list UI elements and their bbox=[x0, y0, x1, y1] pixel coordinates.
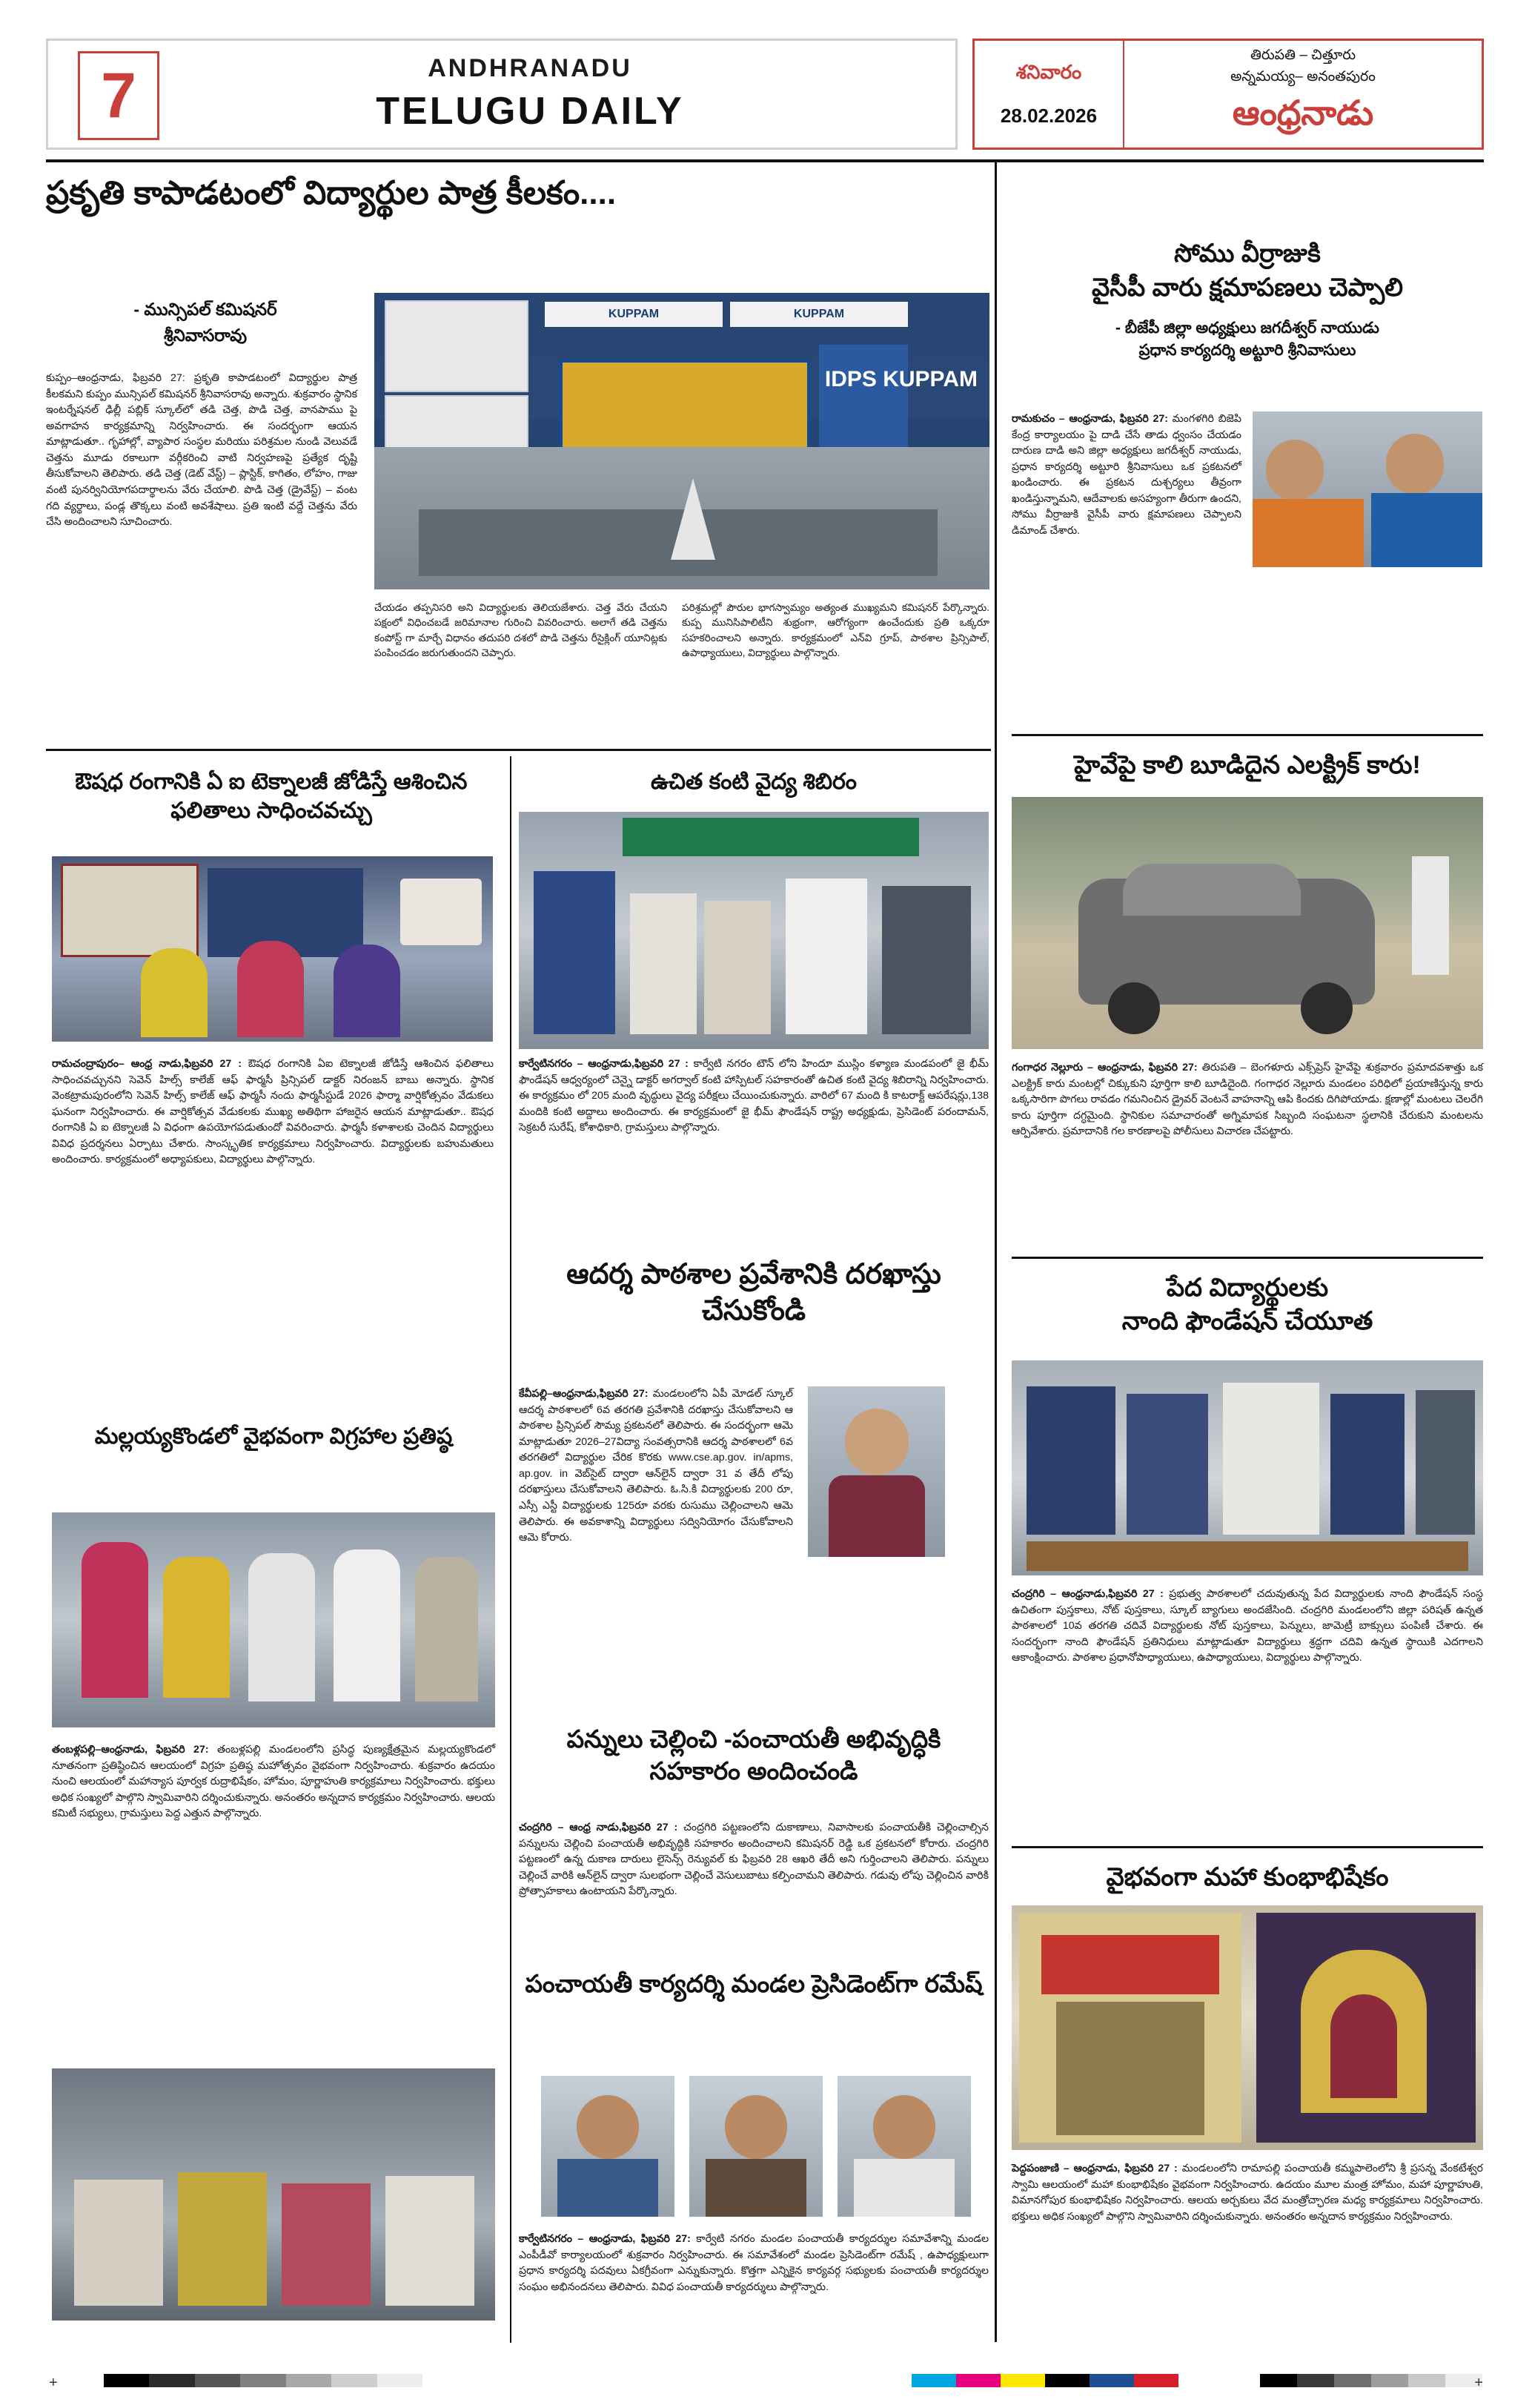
article-ysrcp-sub-2: ప్రధాన కార్యదర్శి అట్టూరి శ్రీనివాసులు bbox=[1138, 342, 1356, 360]
article-ysrcp-photo bbox=[1253, 411, 1482, 567]
masthead-day: శనివారం bbox=[1015, 61, 1082, 83]
registration-mark-left: + bbox=[49, 2375, 58, 2391]
article-eyecamp-text: కార్వేటి నగరం టౌన్ లోని హిందూ ముస్లిం కళ్యాణ మండపంలో జై భీమ్ ఫౌండేషన్ ఆధ్వర్యంలో చెన్నై డాక్టర్ అగర్వాల్ కంటి హాస్పిటల్ సహకారంతో ఉచిత కంటి వైద్య శిబిరాన్ని నిర్వహించారు. ఈ కార్యక్రమం లో 205 మంది వృద్ధులు వైద్య పరీక్షలు చేయించుకున్నారు. వారిలో 67 మంది కి కాటరాక్ట్ ఆపరేషన్లు,138 మందికి కంటి అద్దాలు అందించారు. ఈ కార్యక్రమంలో జై భీమ్ ఫౌండేషన్ రాష్ట్ర అధ్యక్షుడు, ప్రెసిడెంట్ పరందామన్, సెక్రటరీ సురేష్, కోశాధికారి, గ్రామస్తులు పాల్గొన్నారు. bbox=[519, 1058, 989, 1134]
article-model-school-body bbox=[519, 1386, 793, 1547]
lead-photo-label-idps: IDPS KUPPAM bbox=[824, 367, 978, 391]
article-kumbha-text: మండలంలోని రామాపల్లి పంచాయతీ కమ్మపాలెంలోని శ్రీ ప్రసన్న వేంకటేశ్వర స్వామి ఆలయంలో మహా కుంభాభిషేకం వైభవంగా నిర్వహించారు. ఉదయం మూల మంత్ర హోమం, మహా పూర్ణాహుతి, విమానగోపుర కుంభాభిషేకం నిర్వహించారు. ఆలయ అర్చకులు వేద మంత్రోచ్ఛారణ మధ్య కార్యక్రమాలు నిర్వహించారు. భక్తులు అధిక సంఖ్యలో పాల్గొని స్వామివారిని దర్శించుకున్నారు. అనంతరం అన్నదాన కార్యక్రమం నిర్వహించారు. bbox=[1012, 2163, 1483, 2223]
masthead-logo: ఆంధ్రనాడు bbox=[1232, 93, 1374, 132]
article-aitech bbox=[46, 767, 497, 825]
rule-lead-bottom bbox=[46, 749, 991, 751]
article-panchayat-tax bbox=[519, 1724, 989, 1787]
article-panchayat-secretary-headline: పంచాయతీ కార్యదర్శి మండల ప్రెసిడెంట్‌గా రమేష్ bbox=[525, 1970, 983, 1997]
article-model-school-portrait bbox=[808, 1386, 945, 1557]
article-nandi-photo bbox=[1012, 1360, 1483, 1575]
article-kumbhabhishekam bbox=[1012, 1861, 1483, 1893]
article-eyecamp-headline: ఉచిత కంటి వైద్య శిబిరం bbox=[651, 770, 857, 794]
article-mallayyakonda-byline: తంబళ్లపల్లి–ఆంధ్రనాడు, ఫిబ్రవరి 27: bbox=[52, 1744, 209, 1756]
edition-line-1: తిరుపతి – చిత్తూరు bbox=[1250, 47, 1356, 63]
article-kumbha-body bbox=[1012, 2161, 1483, 2225]
masthead-logo-block bbox=[1124, 41, 1482, 148]
article-mallayyakonda bbox=[52, 1422, 495, 1451]
article-ev-fire-text: తిరుపతి – బెంగళూరు ఎక్స్‌ప్రెస్ హైవేపై శుక్రవారం ప్రమాదవశాత్తు ఒక ఎలక్ట్రిక్ కారు మంటల్లో చిక్కుకుని పూర్తిగా కాలి బూడిదైంది. గంగాధర నెల్లూరు మండలం పరిధిలో ప్రయాణిస్తున్న కారు ఒక్కసారిగా పొగలు రావడం గమనించిన డ్రైవర్ వెంటనే వాహనాన్ని ఆపి కిందకు దిగిపోయాడు. క్షణాల్లో మంటలు చెలరేగి కారు పూర్తిగా దగ్ధమైంది. స్థానికుల సమాచారంతో అగ్నిమాపక సిబ్బంది సంఘటనా స్థలానికి చేరుకుని మంటలను ఆర్పివేశారు. ప్రమాదానికి గల కారణాలపై పోలీసులు విచారణ చేపట్టారు. bbox=[1012, 1062, 1483, 1138]
article-aitech-headline: ఔషధ రంగానికి ఏ ఐ టెక్నాలజీ జోడిస్తే ఆశించిన ఫలితాలు సాధించవచ్చు bbox=[75, 770, 468, 823]
article-kumbha-headline: వైభవంగా మహా కుంభాభిషేకం bbox=[1106, 1863, 1389, 1891]
article-eyecamp-byline: కార్వేటినగరం – ఆంధ్రనాడు,ఫిబ్రవరి 27 : bbox=[519, 1058, 689, 1070]
lead-body-text: కుప్పం–ఆంధ్రనాడు, ఫిబ్రవరి 27: ప్రకృతి కాపాడటంలో విద్యార్థుల పాత్ర కీలకమని కుప్పం మున్సిపల్ కమిషనర్ శ్రీనివాసరావు అన్నారు. శుక్రవారం స్థానిక ఇంటర్నేషనల్ ఢిల్లీ పబ్లిక్ స్కూల్‌లో తడి చెత్త, పొడి చెత్త, వానపాము పై అవగాహన కార్యక్రమాన్ని నిర్వహించారు. ఈ సందర్భంగా ఆయన మాట్లాడుతూ.. గృహాల్లో, వ్యాపార సంస్థల మరియు పరిశ్రమల నుండి వెలువడే చెత్తను మూడు రకాలుగా వర్గీకరించి వాటి నిర్వహణపై ప్రత్యేక దృష్టి తీసుకోవాలని తెలిపారు. తడి చెత్త (డెట్ వేస్ట్) – ప్లాస్టిక్, కాగితం, లోహం, గాజు వంటి పునర్వినియోగపదార్థాలను వేరు చేయాలి. పొడి చెత్త (డ్రైవేస్ట్) – వంట గది వ్యర్థాలు, పండ్ల తొక్కలు వంటి అవశేషాలు. ప్రతి ఇంటి వద్దే చెత్తను వేరు చేసి అందించాలని సూచించారు. bbox=[46, 372, 357, 529]
article-nandi-headline-1: పేద విద్యార్థులకు bbox=[1166, 1274, 1329, 1302]
rule-mid-left bbox=[510, 756, 511, 2343]
article-panchayat-secretary bbox=[519, 1968, 989, 2000]
masthead-supertitle: ANDHRANADU bbox=[428, 54, 632, 82]
article-aitech-photo bbox=[52, 856, 493, 1042]
registration-mark-right: + bbox=[1474, 2375, 1483, 2391]
lead-byline bbox=[46, 297, 365, 348]
article-mallayyakonda-headline: మల్లయ్యకొండలో వైభవంగా విగ్రహాల ప్రతిష్ఠ bbox=[94, 1424, 453, 1449]
lead-caption-1: చేయడం తప్పనిసరి అని విద్యార్థులకు తెలియజేశారు. చెత్త వేరు చేయని పక్షంలో విధించబడే జరిమానాల గురించి వివరించారు. అలాగే తడి చెత్తను కంపోస్ట్ గా మార్చే విధానం తదుపరి దశలో పొడి చెత్తను రీసైక్లింగ్ యూనిట్లకు పంపించడం జరుగుతుందని చెప్పారు. bbox=[374, 602, 667, 659]
article-ysrcp-sub-1: - బీజేపీ జిల్లా అధ్యక్షులు జగదీశ్వర్ నాయుడు bbox=[1115, 319, 1379, 337]
article-nandi-text: ప్రభుత్వ పాఠశాలలో చదువుతున్న పేద విద్యార్థులకు నాంది ఫౌండేషన్ సంస్థ ఉచితంగా పుస్తకాలు, నోట్ పుస్తకాలు, స్కూల్ బ్యాగులు అందజేసింది. చంద్రగిరి మండలంలోని జిల్లా పరిషత్ ఉన్నత పాఠశాలలో 10వ తరగతి చదివే విద్యార్థులకు నోట్ పుస్తకాలు, పెన్నులు, జామెట్రీ బాక్సులు పంపిణీ చేశారు. ఈ సందర్భంగా నాంది ఫౌండేషన్ ప్రతినిధులు మాట్లాడుతూ విద్యార్థులు శ్రద్ధగా చదివి ఉన్నత స్థాయికి ఎదగాలని ఆకాంక్షించారు. పాఠశాల ప్రధానోపాధ్యాయులు, ఉపాధ్యాయులు, విద్యార్థులు పాల్గొన్నారు. bbox=[1012, 1588, 1483, 1664]
article-ysrcp-text: మంగళగిరి బిజెపి కేంద్ర కార్యాలయం పై దాడి చేసే తాడు ధ్వంసం చేయడం దారుణ దాడి అని జిల్లా అధ్యక్షులు జగదీశ్వర్ నాయుడు, ప్రధాన కార్యదర్శి అట్టూరి శ్రీనివాసులు ఒక ప్రకటనలో ఖండించారు. ఈ ప్రకటన దుశ్చర్యలు తీవ్రంగా ఖండిస్తున్నామని, ఆదేవాలకు అసహ్యంగా తీరుగా ఉందని, సోము వీర్రాజుకి వైసీపీ వారు క్షమాపణలు చెప్పాలని డిమాండ్ చేశారు. bbox=[1012, 413, 1241, 538]
article-ysrcp-headline-2: వైసీపీ వారు క్షమాపణలు చెప్పాలి bbox=[1091, 273, 1404, 302]
rule-right-2 bbox=[1012, 1257, 1483, 1259]
article-nandi-byline: చంద్రగిరి – ఆంధ్రనాడు,ఫిబ్రవరి 27 : bbox=[1012, 1588, 1164, 1600]
masthead-title-block bbox=[271, 54, 789, 133]
article-ev-fire-photo bbox=[1012, 797, 1483, 1049]
article-nandi-body bbox=[1012, 1587, 1483, 1667]
lead-photo bbox=[374, 293, 989, 589]
article-model-school-headline: ఆదర్శ పాఠశాల ప్రవేశానికి దరఖాస్తు చేసుకోండి bbox=[566, 1259, 941, 1327]
article-mallayyakonda-text: తంబళ్లపల్లి మండలంలోని ప్రసిద్ధ పుణ్యక్షేత్రమైన మల్లయ్యకొండలో నూతనంగా ప్రతిష్ఠించిన ఆలయంలో విగ్రహ ప్రతిష్ఠ మహోత్సవం వైభవంగా నిర్వహించారు. శుక్రవారం ఉదయం నుంచి ఆలయంలో మహాన్యాస పూర్వక రుద్రాభిషేకం, హోమం, పూర్ణాహుతి కార్యక్రమాలు నిర్వహించారు. భక్తులు అధిక సంఖ్యలో పాల్గొని స్వామివారిని దర్శించుకున్నారు. అనంతరం అన్నదాన కార్యక్రమం నిర్వహించారు. ఆలయ కమిటీ సభ్యులు, గ్రామస్తులు పెద్ద ఎత్తున పాల్గొన్నారు. bbox=[52, 1744, 496, 1820]
rule-right-1 bbox=[1012, 734, 1483, 736]
masthead-right bbox=[972, 39, 1484, 150]
article-ev-fire-byline: గంగాధర నెల్లూరు – ఆంధ్రనాడు, ఫిబ్రవరి 27: bbox=[1012, 1062, 1198, 1074]
article-panchayat-secretary-byline: కార్వేటినగరం – ఆంధ్రనాడు, ఫిబ్రవరి 27: bbox=[519, 2233, 691, 2245]
lead-byline-line-2: శ్రీనివాసరావు bbox=[163, 325, 248, 345]
article-kumbha-byline: పెద్దపంజాణి – ఆంధ్రనాడు, ఫిబ్రవరి 27 : bbox=[1012, 2163, 1178, 2174]
article-mallayyakonda-photo bbox=[52, 1512, 495, 1727]
masthead-date: 28.02.2026 bbox=[1000, 105, 1098, 127]
lead-photo-label-kuppam-2: KUPPAM bbox=[730, 302, 908, 327]
article-ysrcp-body bbox=[1012, 411, 1241, 540]
article-panchayat-secretary-body bbox=[519, 2232, 989, 2295]
rule-right-3 bbox=[1012, 1846, 1483, 1848]
article-ysrcp-byline: రామకుచం – ఆంధ్రనాడు, ఫిబ్రవరి 27: bbox=[1012, 413, 1168, 425]
article-nandi-foundation bbox=[1012, 1271, 1483, 1338]
article-ev-fire bbox=[1012, 749, 1483, 781]
color-bar-right bbox=[1260, 2374, 1482, 2387]
article-panchayat-tax-byline: చంద్రగిరి – ఆంధ్ర నాడు,ఫిబ్రవరి 27 : bbox=[519, 1822, 678, 1833]
article-eyecamp-body bbox=[519, 1056, 989, 1137]
edition-line-2: అన్నమయ్య– అనంతపురం bbox=[1230, 68, 1376, 85]
lead-caption-2: పరిశ్రమల్లో పౌరుల భాగస్వామ్యం అత్యంత ముఖ్యమని కమిషనర్ పేర్కొన్నారు. కుప్ప మునిసిపాలిటీని శుభ్రంగా, ఆరోగ్యంగా ఉంచేందుకు ప్రతి ఒక్కరూ సహకరించాలని అన్నారు. కార్యక్రమంలో ఎన్‌వి గ్రూప్, పాఠశాల ప్రిన్సిపాల్, ఉపాధ్యాయులు, విద్యార్థులు పాల్గొన్నారు. bbox=[682, 602, 989, 659]
lead-byline-line-1: - మున్సిపల్ కమిషనర్ bbox=[133, 300, 277, 319]
rule-right-column bbox=[995, 162, 997, 2342]
article-mallayyakonda-photo-2 bbox=[52, 2068, 495, 2321]
article-panchayat-secretary-text: కార్వేటి నగరం మండల పంచాయతీ కార్యదర్శుల సమావేశాన్ని మండల ఎంపీడీవో కార్యాలయంలో శుక్రవారం నిర్వహించారు. ఈ సమావేశంలో మండల ప్రెసిడెంట్‌గా రమేష్ , ఉపాధ్యక్షులుగా ప్రధాన కార్యదర్శి పదవులు ఏకగ్రీవంగా ఎన్నుకున్నారు. కొత్తగా ఎన్నికైన కార్యవర్గ సభ్యులకు పంచాయతీ కార్యదర్శుల సంఘం అభినందనలు తెలిపారు. వివిధ పంచాయతీ కార్యదర్శులు పాల్గొన్నారు. bbox=[519, 2233, 989, 2293]
article-model-school-text: మండలంలోని ఏపీ మోడల్ స్కూల్ ఆదర్శ పాఠశాలలో 6వ తరగతి ప్రవేశానికి దరఖాస్తు చేసుకోవాలని ఆ పాఠశాల ప్రిన్సిపల్ సౌమ్య ప్రకటనలో తెలిపారు. ఈ సందర్భంగా ఆమె మాట్లాడుతూ 2026–27విద్యా సంవత్సరానికి ఆదర్శ పాఠశాలలో 6వ తరగతిలో విద్యార్థుల చేరిక కొరకు www.cse.ap.gov. in/apms, ap.gov. in వెబ్‌సైట్ ద్వారా ఆన్‌లైన్ ద్వారా 31 వ తేదీ లోపు దరఖాస్తులు చేసుకోవాలని తెలిపారు. ఓ.సి.కి విద్యార్థులకు 200 రూ, ఎస్సీ ఎస్టీ విద్యార్థులకు 125రూ వరకు రుసుము చెల్లించాలని ఆమె తెలిపారు. ఈ అవకాశాన్ని విద్యార్థులు సద్వినియోగం చేసుకోవాలని ఆమె కోరారు. bbox=[519, 1388, 793, 1544]
article-aitech-byline: రామచంద్రాపురం– ఆంధ్ర నాడు,ఫిబ్రవరి 27 : bbox=[52, 1058, 242, 1070]
article-aitech-body bbox=[52, 1056, 494, 1168]
lead-story bbox=[46, 174, 989, 214]
article-ev-fire-body bbox=[1012, 1060, 1483, 1140]
article-ysrcp-apology bbox=[1012, 237, 1483, 363]
article-model-school bbox=[519, 1257, 989, 1330]
article-eyecamp bbox=[519, 767, 989, 796]
article-nandi-headline-2: నాంది ఫౌండేషన్ చేయూత bbox=[1121, 1306, 1373, 1335]
masthead-title: TELUGU DAILY bbox=[376, 90, 684, 133]
lead-headline: ప్రకృతి కాపాడటంలో విద్యార్థుల పాత్ర కీలకం.... bbox=[46, 175, 617, 211]
article-aitech-text: ఔషధ రంగానికి ఏఐ టెక్నాలజీ జోడిస్తే ఆశించిన ఫలితాలు సాధించవచ్చునని సెవెన్ హిల్స్ కాలేజ్ ఆఫ్ ఫార్మసీ ప్రిన్సిపల్ డాక్టర్ నిరంజన్ బాబు అన్నారు. స్థానిక వెంకట్రామపురంలోని సెవెన్ హిల్స్ కాలేజ్ ఆఫ్ ఫార్మసీ నందు ఫార్మసీస్టుడే 2026 ఫార్మా వార్షికోత్సవం వేడుకలు ఘనంగా నిర్వహించారు. ఈ వార్షికోత్సవ వేడుకలకు ముఖ్య అతిథిగా హాజరైన ఆయన మాట్లాడుతూ.. ఔషధ రంగానికి ఏ ఐ టెక్నాలజీ ఏ విధంగా ఉపయోగపడుతుందో వివరించారు. ఫార్మసీ కళాశాలకు చెందిన విద్యార్థులు వివిధ ప్రదర్శనలు ఏర్పాటు చేశారు. సాంస్కృతిక కార్యక్రమాలు నిర్వహించారు. విద్యార్థులకు బహుమతులు అందించారు. కార్యక్రమంలో అధ్యాపకులు, విద్యార్థులు పాల్గొన్నారు. bbox=[52, 1058, 494, 1166]
masthead-date-block bbox=[975, 41, 1124, 148]
masthead-left bbox=[46, 39, 958, 150]
article-model-school-byline: కేవీపల్లి–ఆంధ్రనాడు,ఫిబ్రవరి 27: bbox=[519, 1388, 649, 1400]
article-mallayyakonda-body bbox=[52, 1742, 495, 1822]
masthead bbox=[46, 39, 1484, 150]
article-panchayat-tax-body bbox=[519, 1820, 989, 1900]
color-bar-center bbox=[912, 2374, 1178, 2387]
article-eyecamp-photo bbox=[519, 812, 989, 1049]
lead-photo-label-kuppam: KUPPAM bbox=[545, 302, 723, 327]
article-secretary-portrait-1 bbox=[541, 2076, 674, 2217]
article-secretary-portrait-3 bbox=[838, 2076, 971, 2217]
article-kumbha-photo bbox=[1012, 1905, 1483, 2150]
article-panchayat-tax-headline: పన్నులు చెల్లించి -పంచాయతీ అభివృద్ధికి సహకారం అందించండి bbox=[566, 1725, 941, 1784]
article-panchayat-tax-text: చంద్రగిరి పట్టణంలోని దుకాణాలు, నివాసాలకు పంచాయతీకి చెల్లించాల్సిన పన్నులను చెల్లించి పంచాయతీ అభివృద్ధికి సహకారం అందించాలని కమిషనర్ రెడ్డి ఒక ప్రకటనలో కోరారు. చంద్రగిరి పట్టణంలో ఉన్న దుకాణ దారులు లైసెన్స్ రెన్యువల్ కు ఫిబ్రవరి 28 ఆఖరి తేదీ అని గుర్తించాలని తెలిపారు. పన్నులు చెల్లించే వారికి ఆన్‌లైన్ ద్వారా సులభంగా చెల్లించే వెసులుబాటు కల్పించామని తెలిపారు. గడువు లోపు చెల్లించిన వారికి ప్రోత్సాహకాలు ఉంటాయని పేర్కొన్నారు. bbox=[519, 1822, 989, 1898]
article-ev-fire-headline: హైవేపై కాలి బూడిదైన ఎలక్ట్రిక్ కారు! bbox=[1074, 751, 1421, 779]
page-number: 7 bbox=[78, 51, 159, 140]
article-ysrcp-headline-1: సోము వీర్రాజుకి bbox=[1174, 239, 1321, 268]
article-secretary-portrait-2 bbox=[689, 2076, 823, 2217]
rule-top bbox=[46, 159, 1484, 162]
color-bar-left bbox=[104, 2374, 422, 2387]
